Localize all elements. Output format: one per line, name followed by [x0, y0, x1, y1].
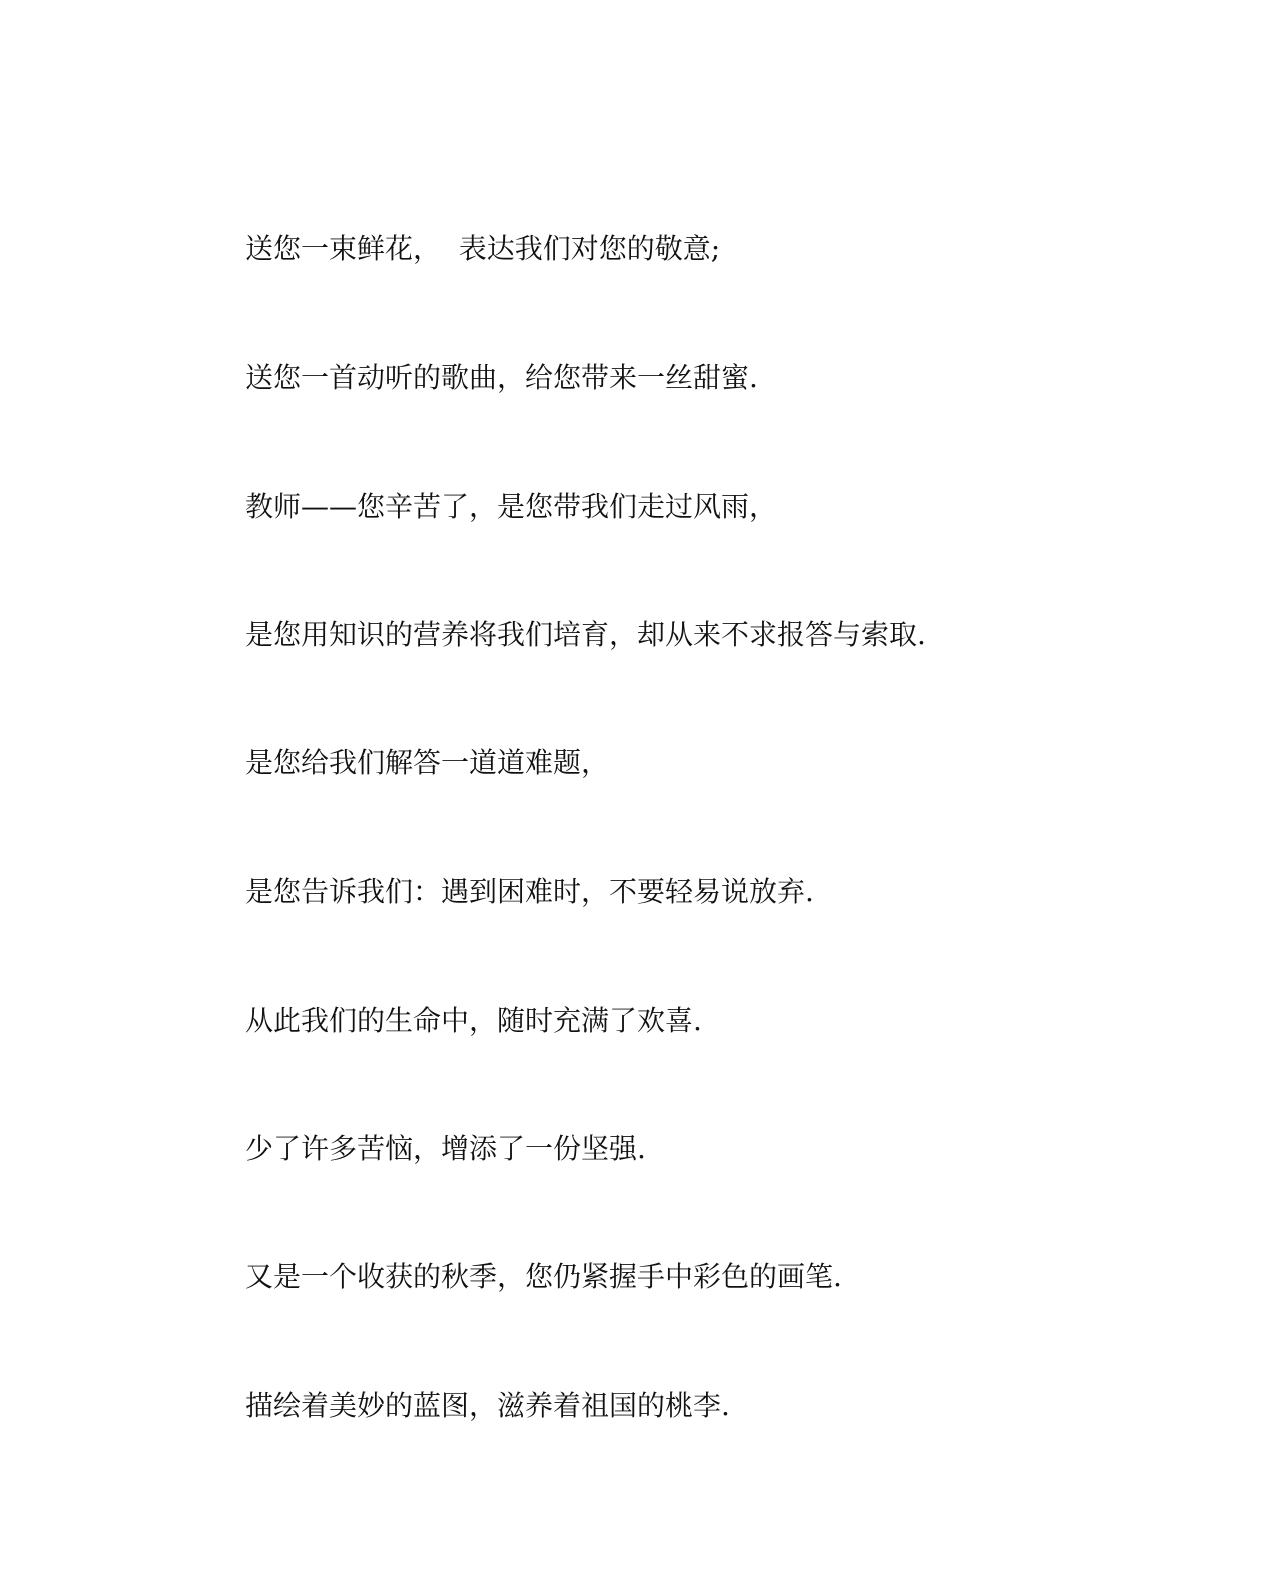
text-line: 描绘着美妙的蓝图，滋养着祖国的桃李. [245, 1389, 730, 1422]
text-line: 从此我们的生命中，随时充满了欢喜. [245, 1004, 702, 1037]
text-line: 是您告诉我们：遇到困难时，不要轻易说放弃. [245, 875, 814, 908]
text-line: 送您一首动听的歌曲，给您带来一丝甜蜜. [245, 361, 758, 394]
text-line: 是您用知识的营养将我们培育，却从来不求报答与索取. [245, 618, 926, 651]
text-line: 送您一束鲜花， 表达我们对您的敬意; [245, 232, 721, 265]
text-line: 教师——您辛苦了，是您带我们走过风雨， [245, 490, 778, 523]
text-line: 少了许多苦恼，增添了一份坚强. [245, 1132, 646, 1165]
text-line: 是您给我们解答一道道难题， [245, 746, 610, 779]
text-line: 又是一个收获的秋季，您仍紧握手中彩色的画笔. [245, 1260, 842, 1293]
